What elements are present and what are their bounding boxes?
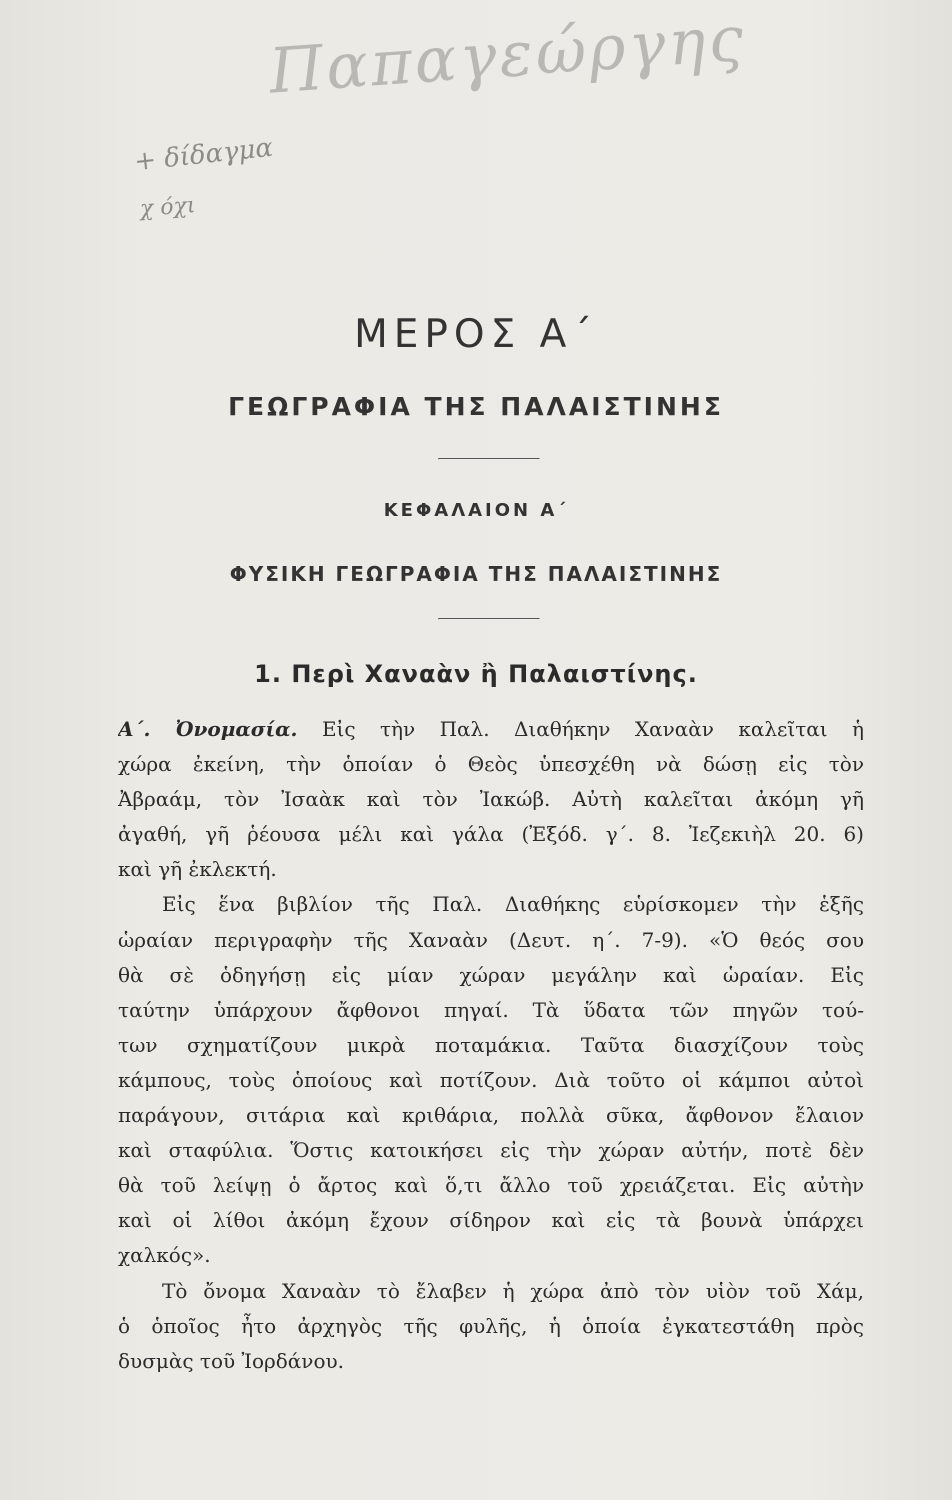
paragraph-line: χώρα ἐκείνη, τὴν ὁποίαν ὁ Θεὸς ὑπεσχέθη νὰ δώσῃ εἰς τὸν — [118, 752, 864, 777]
chapter-label: ΚΕΦΑΛΑΙΟΝ Α΄ — [383, 500, 569, 521]
part-subtitle: ΓΕΩΓΡΑΦΙΑ ΤΗΣ ΠΑΛΑΙΣΤΙΝΗΣ — [228, 392, 724, 421]
paragraph-line: θὰ σὲ ὁδηγήσῃ εἰς μίαν χώραν μεγάλην καὶ ὡραίαν. Εἰς — [118, 962, 864, 987]
paragraph-line: ταύτην ὑπάρχουν ἄφθονοι πηγαί. Τὰ ὕδατα τῶν πηγῶν τού- — [118, 997, 864, 1022]
paragraph-line: χαλκός». — [118, 1243, 211, 1268]
handwritten-signature: Παπαγεώργης — [266, 1, 749, 108]
section-heading: 1. Περὶ Χαναὰν ἢ Παλαιστίνης. — [254, 660, 698, 688]
paragraph-line — [118, 712, 864, 747]
paragraph-line: παράγουν, σιτάρια καὶ κριθάρια, πολλὰ σῦκα, ἄφθονον ἔλαιον — [118, 1103, 864, 1128]
handwritten-note: χ όχι — [139, 193, 197, 222]
paragraph-line: καὶ γῆ ἐκλεκτή. — [118, 857, 277, 882]
subsection-label: Α΄. Ὀνομασία. — [118, 717, 298, 741]
paragraph-line: καὶ σταφύλια. Ὅστις κατοικήσει εἰς τὴν χώραν αὐτήν, ποτὲ δὲν — [118, 1138, 864, 1163]
handwritten-note: + δίδαγμα — [132, 132, 275, 178]
paragraph-line: Ἀβραάμ, τὸν Ἰσαὰκ καὶ τὸν Ἰακώβ. Αὐτὴ καλεῖται ἀκόμη γῆ — [118, 787, 864, 812]
chapter-title: ΦΥΣΙΚΗ ΓΕΩΓΡΑΦΙΑ ΤΗΣ ΠΑΛΑΙΣΤΙΝΗΣ — [229, 562, 723, 586]
part-title: ΜΕΡΟΣ Α΄ — [354, 312, 598, 357]
paragraph-line: ὡραίαν περιγραφὴν τῆς Χαναὰν (Δευτ. η΄. 7-9). «Ὁ θεός σου — [118, 927, 864, 952]
paragraph-line: των σχηματίζουν μικρὰ ποταμάκια. Ταῦτα διασχίζουν τοὺς — [118, 1032, 864, 1057]
divider — [438, 458, 540, 460]
paragraph-line: ἀγαθή, γῆ ῥέουσα μέλι καὶ γάλα (Ἐξόδ. γ΄. 8. Ἰεζεκιὴλ 20. 6) — [118, 822, 864, 847]
paragraph-line: θὰ τοῦ λείψῃ ὁ ἄρτος καὶ ὅ,τι ἄλλο τοῦ χρειάζεται. Εἰς αὐτὴν — [118, 1173, 864, 1198]
line-text: Εἰς τὴν Παλ. Διαθήκην Χαναὰν καλεῖται ἡ — [321, 717, 864, 741]
body-text — [118, 712, 864, 1379]
divider — [438, 618, 540, 620]
paragraph-line: δυσμὰς τοῦ Ἰορδάνου. — [118, 1348, 345, 1373]
paragraph-line: καὶ οἱ λίθοι ἀκόμη ἔχουν σίδηρον καὶ εἰς τὰ βουνὰ ὑπάρχει — [118, 1208, 864, 1233]
paragraph-line: Τὸ ὄνομα Χαναὰν τὸ ἔλαβεν ἡ χώρα ἀπὸ τὸν υἱὸν τοῦ Χάμ, — [162, 1278, 864, 1303]
paragraph-line: ὁ ὁποῖος ἦτο ἀρχηγὸς τῆς φυλῆς, ἡ ὁποία ἐγκατεστάθη πρὸς — [118, 1313, 864, 1338]
paragraph-line: κάμπους, τοὺς ὁποίους καὶ ποτίζουν. Διὰ τοῦτο οἱ κάμποι αὐτοὶ — [118, 1067, 864, 1092]
paragraph-line: Εἰς ἕνα βιβλίον τῆς Παλ. Διαθήκης εὑρίσκομεν τὴν ἑξῆς — [162, 892, 864, 917]
